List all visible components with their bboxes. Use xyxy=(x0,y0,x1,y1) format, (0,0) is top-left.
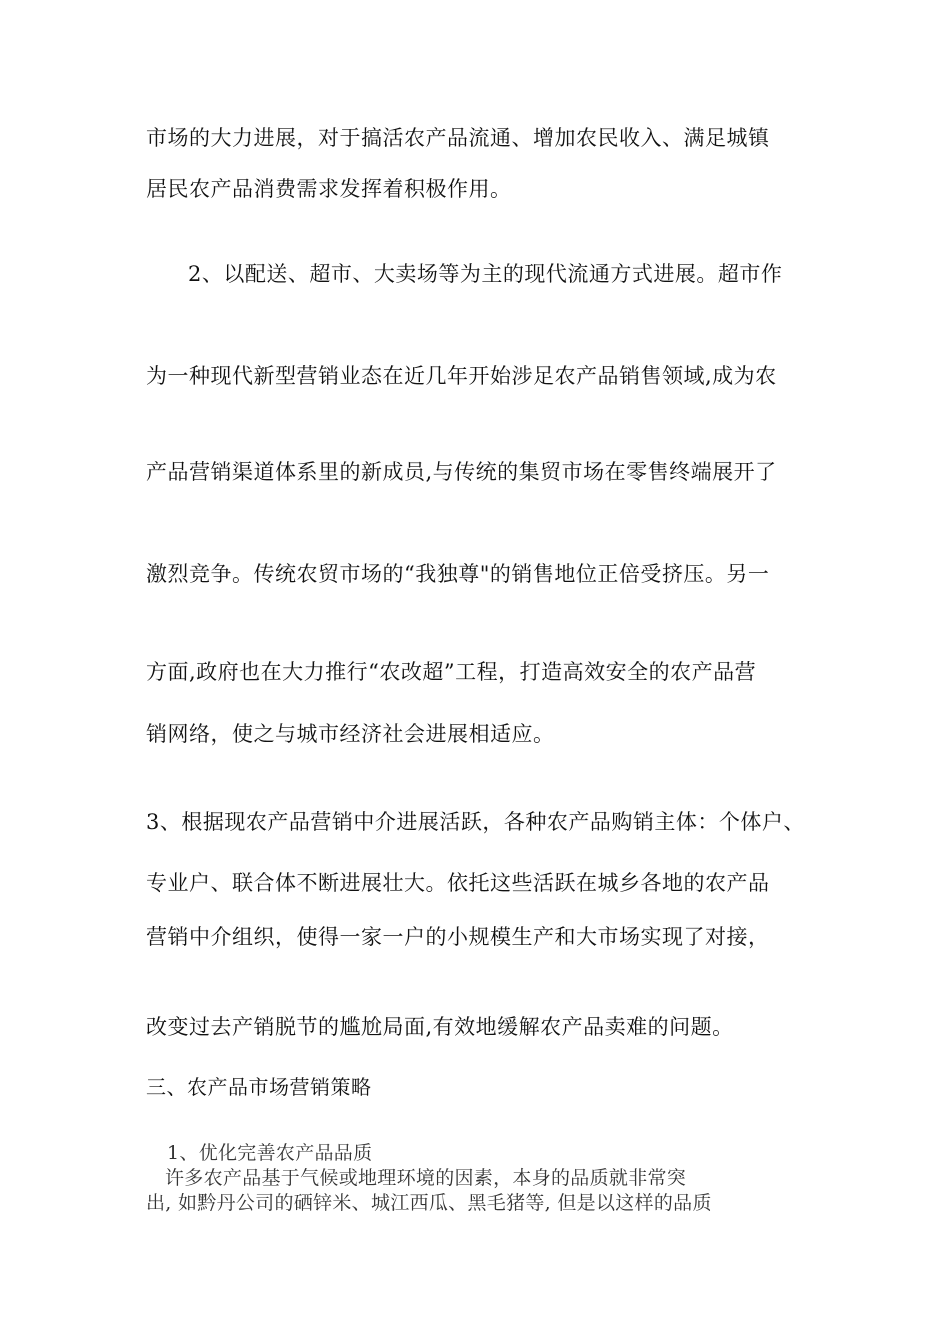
paragraph-2-line-4: 激烈竞争。传统农贸市场的“我独尊"的销售地位正倍受挤压。另一 xyxy=(146,562,770,586)
body-line-1: 许多农产品基于气候或地理环境的因素，本身的品质就非常突 xyxy=(165,1167,687,1189)
body-line-2: 出, 如黔丹公司的硒锌米、城江西瓜、黑毛猪等, 但是以这样的品质 xyxy=(146,1192,712,1214)
paragraph-2-line-2: 为一种现代新型营销业态在近几年开始涉足农产品销售领域,成为农 xyxy=(146,364,777,388)
paragraph-1-line-1: 市场的大力进展，对于搞活农产品流通、增加农民收入、满足城镇 xyxy=(146,126,770,150)
subsection-heading: 1、优化完善农产品品质 xyxy=(167,1142,373,1164)
paragraph-3-line-2: 专业户、联合体不断进展壮大。依托这些活跃在城乡各地的农产品 xyxy=(146,871,770,895)
paragraph-2-line-6: 销网络，使之与城市经济社会进展相适应。 xyxy=(146,722,555,746)
paragraph-3-line-3: 营销中介组织，使得一家一户的小规模生产和大市场实现了对接， xyxy=(146,925,770,949)
paragraph-2-line-1: 2、以配送、超市、大卖场等为主的现代流通方式进展。超市作 xyxy=(188,262,783,286)
paragraph-3-line-1: 3、根据现农产品营销中介进展活跃，各种农产品购销主体：个体户、 xyxy=(146,810,805,834)
paragraph-1-line-2: 居民农产品消费需求发挥着积极作用。 xyxy=(146,177,512,201)
section-heading: 三、农产品市场营销策略 xyxy=(146,1075,372,1099)
paragraph-2-line-3: 产品营销渠道体系里的新成员,与传统的集贸市场在零售终端展开了 xyxy=(146,460,777,484)
paragraph-2-line-5: 方面,政府也在大力推行“农改超”工程，打造高效安全的农产品营 xyxy=(146,660,757,684)
paragraph-3-line-4: 改变过去产销脱节的尴尬局面,有效地缓解农产品卖难的问题。 xyxy=(146,1015,734,1039)
